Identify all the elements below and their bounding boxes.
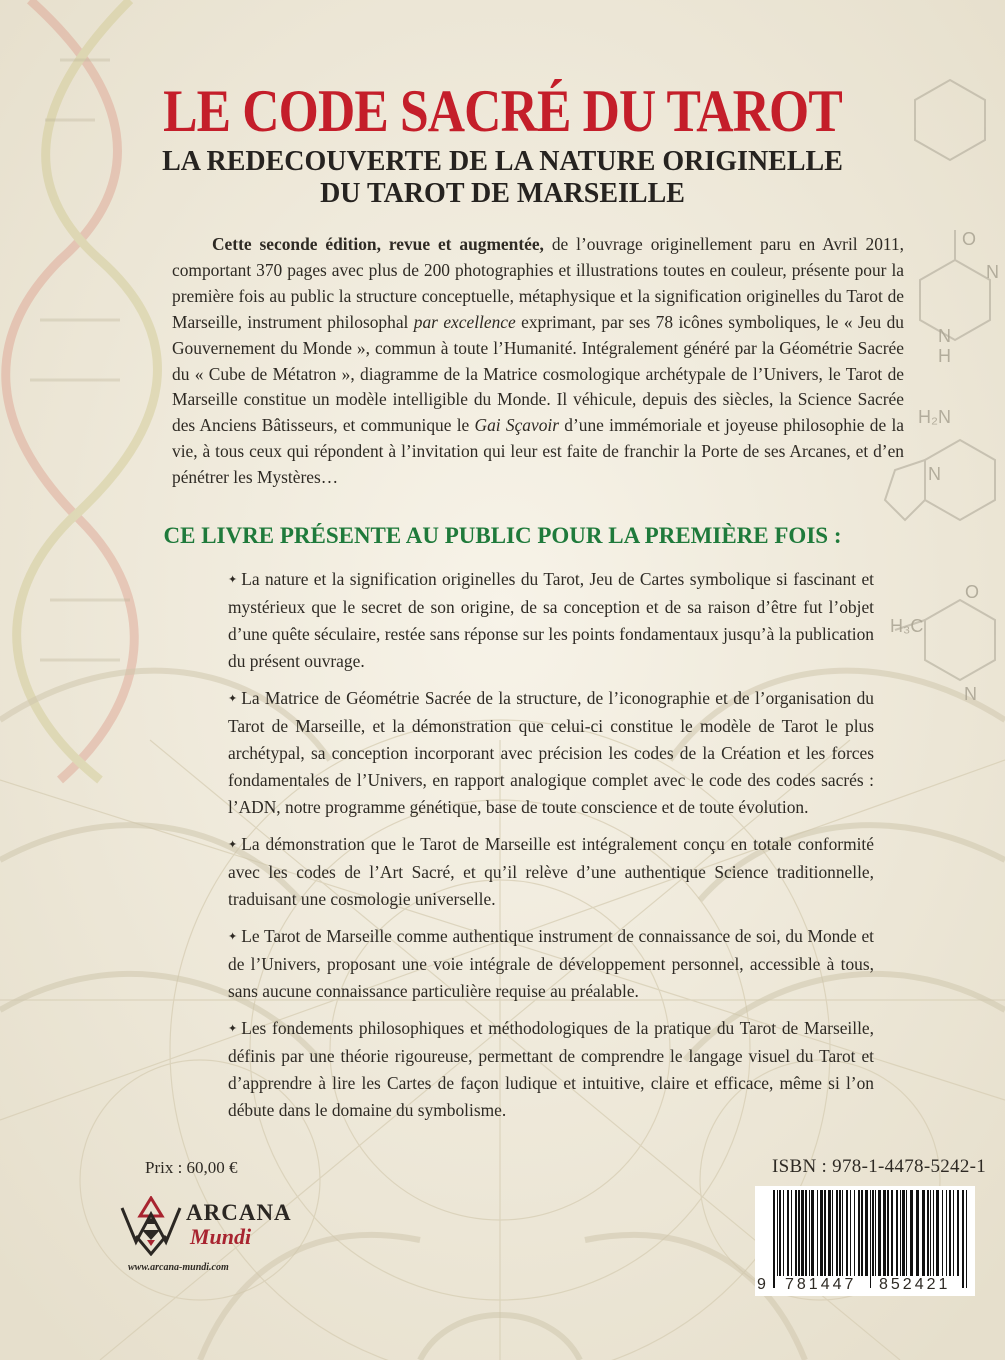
barcode-bar: [962, 1190, 964, 1288]
list-item-text: Les fondements philosophiques et méthodologiques de la pratique du Tarot de Marseille, définis par une théorie rigoureuse, permettant de comprendre le langage visuel du Tarot et d’apprendre à lire les Cartes de façon ludique et intuitive, claire et efficace, même si l’on débute dans le domaine du symbolisme.: [228, 1018, 874, 1120]
publisher-name-top: ARCANA: [186, 1200, 292, 1225]
isbn-label: ISBN : 978-1-4478-5242-1: [772, 1156, 987, 1177]
barcode-bar: [902, 1190, 905, 1276]
list-item: [228, 685, 874, 821]
barcode-bar: [773, 1190, 775, 1288]
barcode-bar: [846, 1190, 848, 1276]
bullet-star-icon: ✦: [228, 574, 238, 586]
subtitle-line-2: DU TAROT DE MARSEILLE: [320, 178, 685, 209]
barcode-bar: [809, 1190, 810, 1276]
list-item-text: La nature et la signification originelles du Tarot, Jeu de Cartes symbolique si fascinant et mystérieux que le secret de son origine, de sa conception et de sa raison d’être fut l’objet d’une quête séculaire, restée sans réponse sur les points fondamentaux jusqu’à la publication du présent ouvrage.: [228, 569, 874, 671]
publisher-website: www.arcana-mundi.com: [128, 1262, 229, 1273]
barcode-bar: [966, 1190, 967, 1288]
price-label: Prix : 60,00 €: [145, 1158, 238, 1177]
barcode-bar: [842, 1190, 843, 1276]
list-item: [228, 831, 874, 913]
chem-label-n3: N: [928, 464, 941, 484]
barcode-bar: [896, 1190, 898, 1276]
barcode-bar: [878, 1190, 881, 1276]
barcode-bar: [783, 1190, 784, 1276]
list-item-text: La démonstration que le Tarot de Marseille est intégralement conçu en totale conformité avec les codes de l’Art Sacré, et qu’il relève d’une authentique Science traditionnelle, traduisant une cosmologie universelle.: [228, 834, 874, 909]
barcode-digits-left: 781447: [785, 1276, 857, 1293]
isbn-barcode: [755, 1186, 975, 1296]
chem-label-methyl: H₃C: [890, 616, 924, 636]
chem-label-oxygen-2: O: [965, 582, 980, 602]
intro-emphasis-2: Gai Sçavoir: [474, 415, 560, 436]
barcode-bar: [916, 1190, 919, 1276]
barcode-bar: [854, 1190, 855, 1276]
bullet-star-icon: ✦: [228, 839, 238, 851]
list-item: [228, 923, 874, 1005]
intro-text-2: exprimant, par ses 78 icônes symboliques, le « Jeu du Gouvernement du Monde », commun à toute l’Humanité. Intégralement généré par la Géométrie Sacrée du « Cube de Métatron », diagramme de la Matrice cosmologique archétypale de l’Univers, le Tarot de Marseille constitue un modèle intelligible du Monde. Il véhicule, depuis des siècles, la Science Sacrée des Anciens Bâtisseurs, et communique le: [172, 311, 904, 436]
barcode-bar: [824, 1190, 826, 1276]
barcode-bar: [872, 1190, 874, 1276]
barcode-bar: [870, 1190, 871, 1288]
barcode-bar: [927, 1190, 929, 1276]
barcode-bar: [791, 1190, 792, 1276]
barcode-bar: [839, 1190, 841, 1276]
book-subtitle: [0, 146, 1005, 210]
barcode-bar: [949, 1190, 951, 1276]
barcode-bar: [883, 1190, 886, 1276]
intro-emphasis-1: par excellence: [413, 311, 516, 332]
chem-label-oxygen: O: [962, 229, 977, 249]
intro-text-3: d’une immémoriale et joyeuse philosophie de la vie, à tous ceux qui répondent à l’invitation qui leur est faite de franchir la Porte de ses Arcanes, et d’en pénétrer les Mystères…: [172, 415, 904, 488]
barcode-bar: [787, 1190, 789, 1276]
bullet-star-icon: ✦: [228, 1023, 238, 1035]
barcode-bar: [906, 1190, 907, 1276]
barcode-bar: [801, 1190, 804, 1276]
feature-list: [228, 566, 874, 1134]
list-item-text: La Matrice de Géométrie Sacrée de la structure, de l’iconographie et de l’organisation du Tarot de Marseille, et la démonstration que celui-ci constitue le modèle de Tarot le plus archétypal, sa conception incorporant avec précision les codes de la Création et les forces fondamentales de l’Univers, en rapport analogique complet avec le code des codes sacrés : l’ADN, notre programme génétique, base de toute conscience et de toute évolution.: [228, 688, 874, 817]
barcode-bar: [777, 1190, 778, 1276]
barcode-bar: [910, 1190, 913, 1276]
section-heading: CE LIVRE PRÉSENTE AU PUBLIC POUR LA PREMIÈRE FOIS :: [163, 523, 842, 548]
barcode-bar: [865, 1190, 868, 1276]
barcode-bar: [875, 1190, 876, 1276]
barcode-bar: [946, 1190, 947, 1276]
bullet-star-icon: ✦: [228, 931, 238, 943]
barcode-digit-prefix: 9: [757, 1276, 766, 1293]
barcode-bar: [942, 1190, 943, 1276]
chem-label-amine: H₂N: [918, 407, 951, 427]
chem-label-n2: N: [938, 326, 951, 346]
intro-lead: Cette seconde édition, revue et augmentée,: [212, 234, 544, 254]
barcode-bar: [936, 1190, 939, 1276]
publisher-name-bottom: Mundi: [190, 1224, 252, 1249]
barcode-bar: [832, 1190, 833, 1276]
barcode-bar: [828, 1190, 831, 1276]
barcode-bar: [795, 1190, 797, 1276]
barcode-bar: [798, 1190, 800, 1276]
book-title: LE CODE SACRÉ DU TAROT: [163, 78, 842, 144]
barcode-bar: [779, 1190, 781, 1276]
barcode-bar: [850, 1190, 851, 1276]
subtitle-line-1: LA REDECOUVERTE DE LA NATURE ORIGINELLE: [162, 146, 843, 177]
bullet-star-icon: ✦: [228, 693, 238, 705]
list-item: [228, 1015, 874, 1124]
chem-label-n4: N: [964, 684, 977, 704]
publisher-logo: [118, 1196, 292, 1256]
barcode-bar: [836, 1190, 838, 1276]
barcode-bar: [858, 1190, 860, 1276]
list-item: [228, 566, 874, 675]
barcode-bar: [953, 1190, 954, 1276]
barcode-bar: [933, 1190, 934, 1276]
publisher-emblem-icon: [118, 1196, 184, 1256]
intro-paragraph: [172, 232, 904, 491]
barcode-bar: [811, 1190, 814, 1276]
chem-label-h: H: [938, 346, 951, 366]
barcode-bar: [900, 1190, 901, 1276]
chem-label-n1: N: [986, 262, 999, 282]
barcode-bar: [820, 1190, 823, 1276]
barcode-bar: [930, 1190, 931, 1276]
barcode-digits-right: 852421: [879, 1276, 951, 1293]
barcode-bar: [817, 1190, 818, 1276]
intro-text-1: de l’ouvrage originellement paru en Avril 2011, comportant 370 pages avec plus de 200 photographies et illustrations toutes en couleur, présente pour la première fois au public la structure conceptuelle, métaphysique et la signification originelles du Tarot de Marseille, instrument philosophal: [172, 234, 905, 332]
barcode-bar: [957, 1190, 959, 1276]
barcode-bar: [805, 1190, 807, 1276]
barcode-bar: [891, 1190, 893, 1276]
barcode-bar: [887, 1190, 889, 1276]
barcode-bar: [922, 1190, 925, 1276]
barcode-bar: [861, 1190, 863, 1276]
list-item-text: Le Tarot de Marseille comme authentique instrument de connaissance de soi, du Monde et de l’Univers, proposant une voie intégrale de développement personnel, accessible à tous, sans aucune connaissance particulière requise au préalable.: [228, 926, 874, 1001]
barcode-number: [755, 1276, 975, 1296]
